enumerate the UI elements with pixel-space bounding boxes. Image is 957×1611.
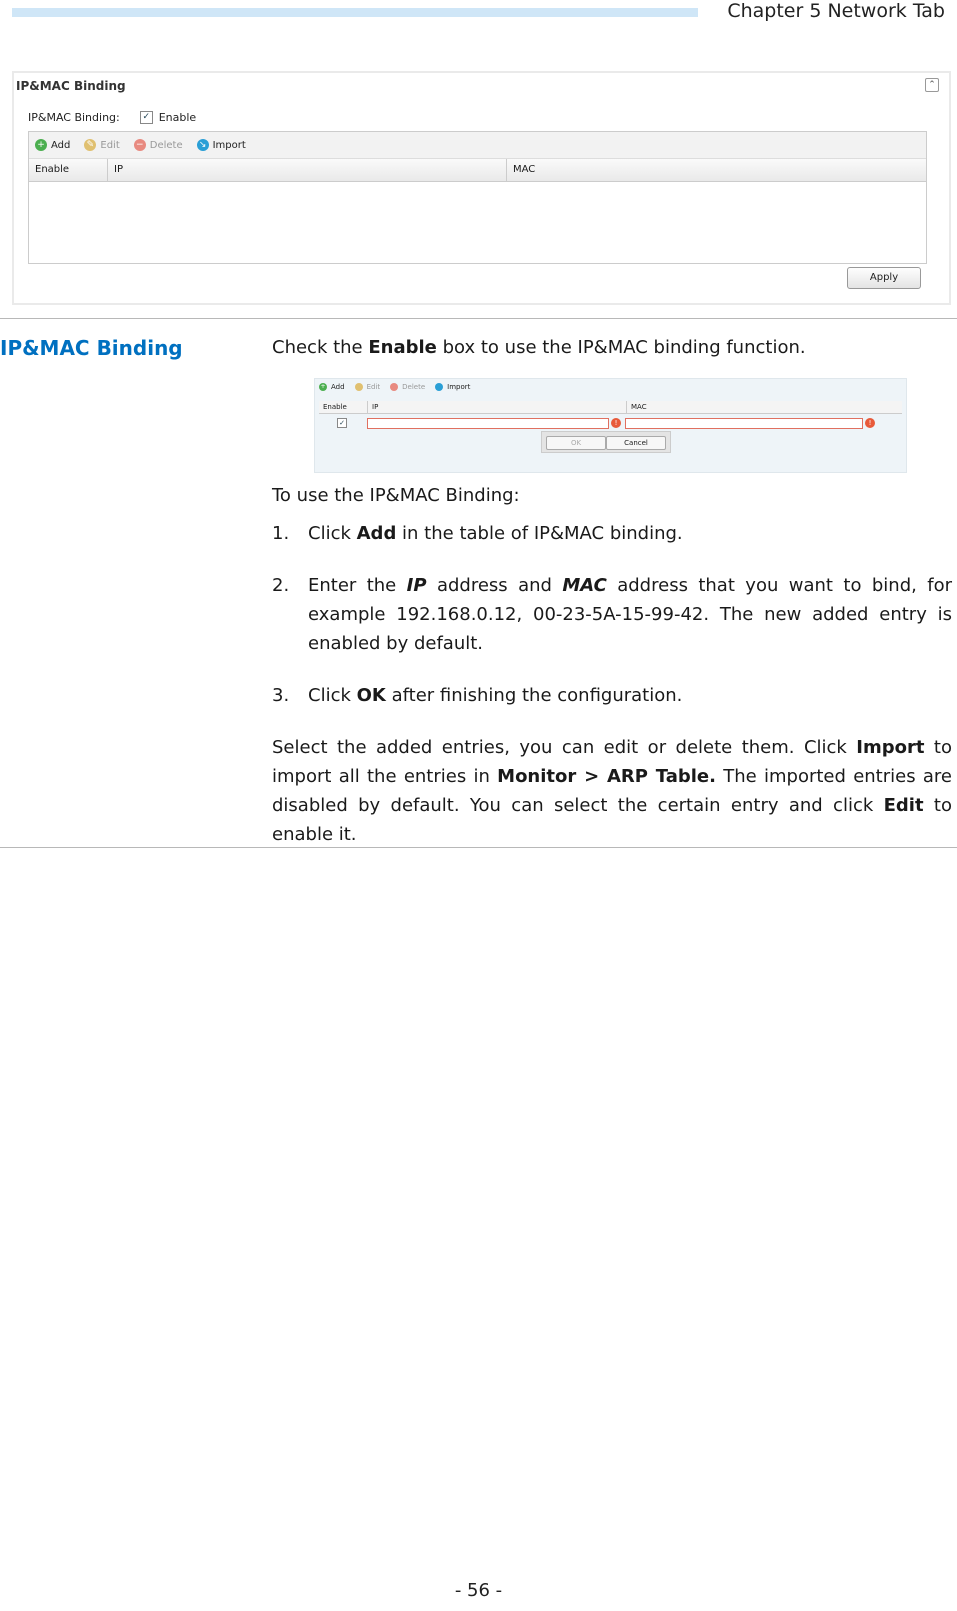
mini-col-enable: Enable [319,401,368,413]
edit-button[interactable] [84,139,119,151]
page-number: - 56 - [454,1580,503,1601]
mini-import-button[interactable]: Import [435,383,470,391]
divider-top [0,318,957,319]
step-2-text: Enter the IP address and MAC address that you want to bind, for example 192.168.0.12, 00-23-5A-15-99-42. The new added entry is enabled by default. [308,575,952,654]
enable-label: Enable [158,111,197,124]
step-number: 3. [272,685,290,706]
panel-title: IP&MAC Binding [16,79,126,93]
step-3-text: Click OK after finishing the configuration. [308,685,683,706]
binding-row [28,111,196,124]
step-number: 1. [272,523,290,544]
intro-text: Check the Enable box to use the IP&MAC binding function. [272,337,806,358]
divider-bottom [0,847,957,848]
col-enable[interactable]: Enable [29,159,108,181]
add-entry-screenshot [314,378,907,473]
binding-table [28,131,927,264]
import-button[interactable] [197,139,246,151]
header-bar [12,8,698,17]
chapter-title: Chapter 5 Network Tab [727,0,945,22]
add-icon: + [35,139,47,151]
mini-col-ip: IP [368,401,627,413]
edit-label: Edit [100,139,120,151]
cancel-button[interactable]: Cancel [606,436,666,450]
ip-mac-binding-screenshot [12,71,951,305]
section-label: IP&MAC Binding [0,336,183,360]
col-mac[interactable]: MAC [513,164,536,175]
mini-button-bar [541,431,671,453]
mini-enable-checkbox[interactable]: ✓ [337,418,347,428]
mini-toolbar [319,383,470,391]
mini-delete-icon [390,383,398,391]
ip-mac-binding-panel [14,73,949,303]
new-entry-row [319,416,902,430]
delete-label: Delete [149,139,183,151]
mini-import-icon [435,383,443,391]
step-1-text: Click Add in the table of IP&MAC binding. [308,523,683,544]
binding-label: IP&MAC Binding: [28,111,120,124]
ip-error-icon: ! [611,418,621,428]
table-header [29,159,926,182]
mac-error-icon: ! [865,418,875,428]
import-icon: ↘ [197,139,209,151]
mini-edit-icon [355,383,363,391]
enable-checkbox[interactable]: ✓ [140,111,153,124]
final-text: Select the added entries, you can edit or delete them. Click Import to import all the entries in Monitor > ARP Table. The imported entries are disabled by default. You can select the certain entry and click Edit to enable it. [272,737,953,845]
collapse-icon[interactable]: ⌃ [925,78,939,92]
mini-col-mac: MAC [631,403,647,411]
apply-button[interactable]: Apply [847,267,921,289]
to-use-text: To use the IP&MAC Binding: [272,485,520,506]
edit-icon: ✎ [84,139,96,151]
table-toolbar [29,132,926,159]
import-label: Import [212,139,246,151]
mini-table-header [319,401,902,414]
col-ip[interactable]: IP [108,159,507,181]
mini-add-icon: + [320,383,326,390]
mini-add-button[interactable]: + Add [320,383,345,391]
delete-button[interactable] [134,139,183,151]
step-number: 2. [272,575,290,596]
mini-delete-button[interactable]: Delete [390,383,425,391]
delete-icon: − [134,139,146,151]
add-label: Add [51,139,71,151]
mini-edit-button[interactable]: Edit [355,383,381,391]
mac-input[interactable] [625,418,863,429]
add-button[interactable] [35,139,70,151]
ip-input[interactable] [367,418,609,429]
ok-button[interactable]: OK [546,436,606,450]
